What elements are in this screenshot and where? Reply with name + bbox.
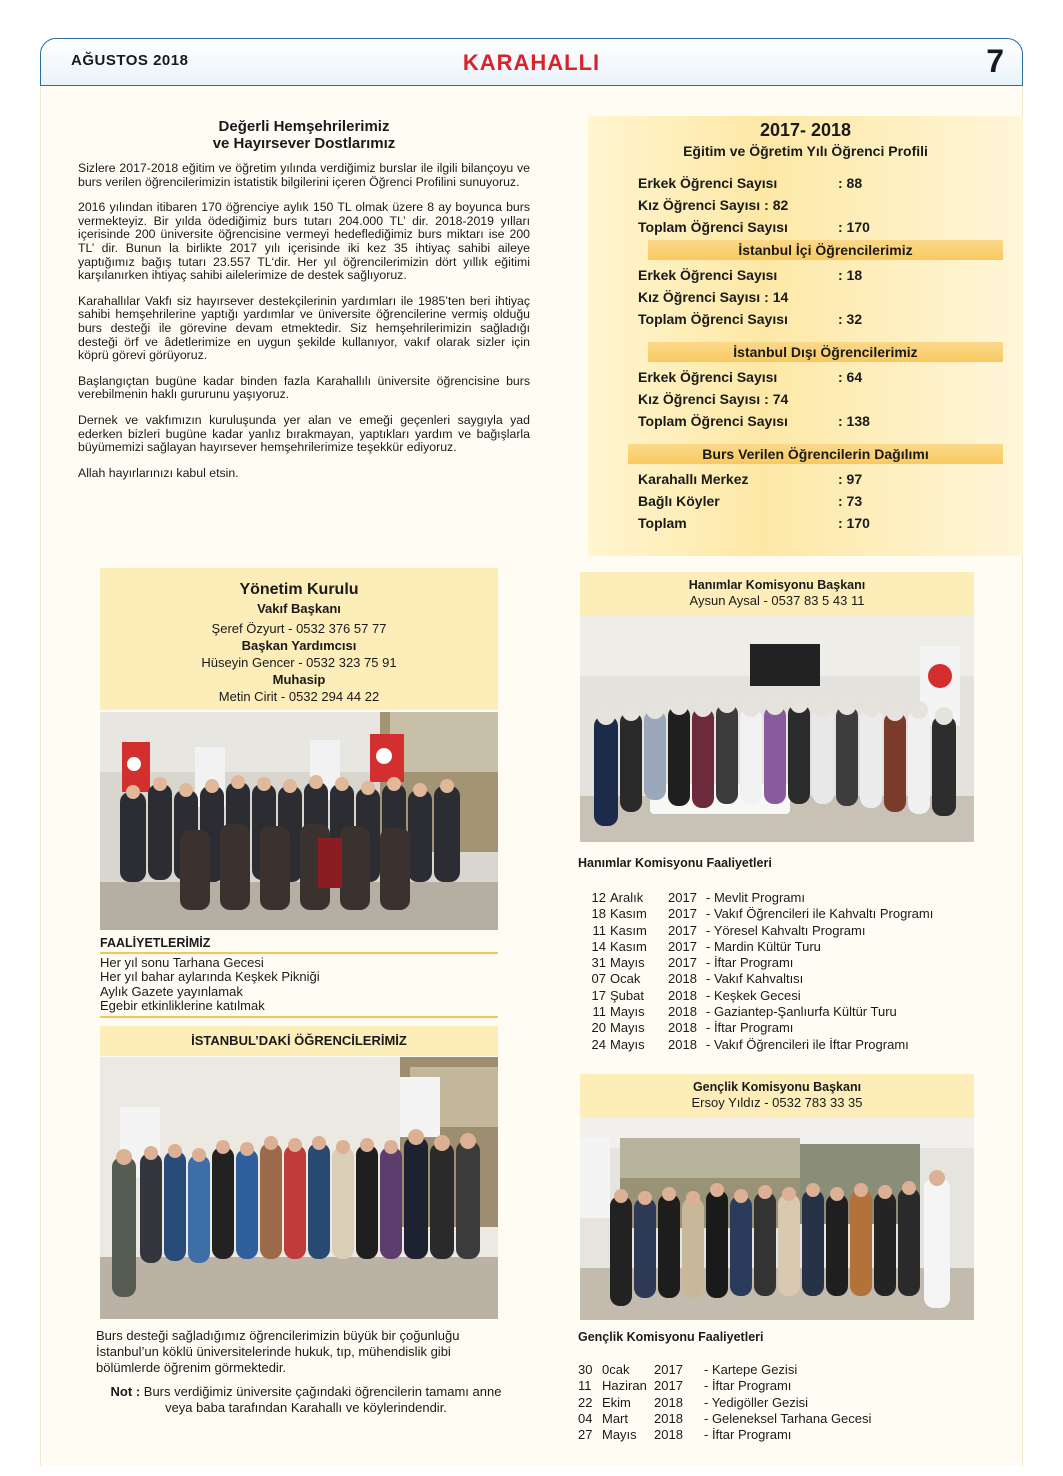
letter-paragraph: Başlangıçtan bugüne kadar binden fazla Karahallılı üniversite öğrencisine burs verebilmenin haklı gururunu yaşıyoruz.	[78, 373, 530, 402]
activities-list	[100, 956, 498, 1018]
letter-paragraph: Dernek ve vakfımızın kuruluşunda yer alan ve emeği geçenleri saygıyla yad ederken bizleri bugüne kadar yanlız bırakmayan, yaptıkları yardım ve bağışlarla büyümemizi sağlayan hayırsever hemşehrilerimize teşekkür ediyoruz.	[78, 412, 530, 455]
stat-row: Toplam Öğrenci Sayısı : 170	[638, 219, 870, 235]
activity-row: 07 Ocak 2018 - Vakıf Kahvaltısı	[591, 971, 804, 987]
board-role: Muhasip	[272, 672, 326, 687]
board-role: Vakıf Başkanı	[257, 601, 341, 616]
istanbul-in-stats	[588, 260, 1023, 342]
istanbul-out-stats	[588, 362, 1023, 444]
stat-row: Toplam Öğrenci Sayısı : 32	[638, 311, 863, 327]
stat-row: Erkek Öğrenci Sayısı : 18	[638, 267, 863, 283]
board-person: Hüseyin Gencer - 0532 323 75 91	[201, 655, 397, 670]
womens-commission-head	[580, 572, 974, 616]
stat-row: Bağlı Köyler : 73	[638, 493, 863, 509]
letter-paragraph: 2016 yılından itibaren 170 öğrenciye aylık 150 TL olmak üzere 8 ay boyunca burs vermekteyiz. Bir yılda ödediğimiz burs tutarı 204.000 TL’ dir. 2018-2019 yılları içerisinde 200 üniversite öğrencisine vermeyi hedeflediğimiz burs miktarı ise 200 TL’ dir. Bunun la birlikte 2017 yılı içerisinde iki kez 35 ihtiyaç sahibi aileye yaptığımız bağış tutarı 23.557 TL‘dir. Her yıl öğrencilerimizin dört yıllık eğitimi karşılanırken ihtiyaç sahibi ailelerimize de destek sağlıyoruz.	[78, 200, 530, 283]
newspaper-title: KARAHALLI	[462, 50, 601, 75]
activity-row: 22 Ekim 2018 - Yedigöller Gezisi	[578, 1394, 809, 1410]
caption-note	[96, 1384, 516, 1416]
istanbul-students-heading: İSTANBUL’DAKİ ÖĞRENCİLERİMİZ	[100, 1026, 498, 1056]
activity-row: 11 Haziran 2017 - İftar Programı	[578, 1378, 792, 1394]
stat-row: Karahallı Merkez : 97	[638, 471, 863, 487]
activity-row: 04 Mart 2018 - Geleneksel Tarhana Gecesi	[578, 1410, 872, 1426]
stat-row: Toplam Öğrenci Sayısı : 138	[638, 413, 870, 429]
activities-section	[100, 936, 498, 1018]
youth-head-title: Gençlik Komisyonu Başkanı	[692, 1080, 862, 1094]
womens-commission-photo	[580, 616, 974, 842]
istanbul-caption	[96, 1328, 516, 1416]
activity-row: 27 Mayıs 2018 - İftar Programı	[578, 1427, 792, 1443]
board-person: Metin Cirit - 0532 294 44 22	[218, 689, 380, 704]
list-item: Egebir etkinliklerine katılmak	[100, 998, 265, 1013]
activity-row: 12 Aralık 2017 - Mevlit Programı	[591, 890, 805, 905]
stat-row: Erkek Öğrenci Sayısı : 64	[638, 369, 863, 385]
womens-activities-title: Hanımlar Komisyonu Faaliyetleri	[578, 856, 772, 870]
board-of-directors-box	[100, 568, 498, 710]
activity-row: 18 Kasım 2017 - Vakıf Öğrencileri ile Kahvaltı Programı	[591, 906, 934, 922]
general-stats	[588, 168, 1023, 240]
activity-row: 17 Şubat 2018 - Keşkek Gecesi	[591, 987, 801, 1003]
note-label: Not :	[110, 1384, 141, 1399]
stat-row: Toplam : 170	[638, 515, 870, 531]
stat-row: Kız Öğrenci Sayısı : 14	[638, 289, 789, 305]
board-group-photo	[100, 712, 498, 930]
youth-activities-title: Gençlik Komisyonu Faaliyetleri	[578, 1330, 764, 1344]
activity-row: 24 Mayıs 2018 - Vakıf Öğrencileri ile İftar Programı	[591, 1036, 909, 1052]
womens-activities-list	[578, 890, 933, 1053]
distribution-heading: Burs Verilen Öğrencilerin Dağılımı	[628, 444, 1003, 464]
istanbul-in-heading: İstanbul İçi Öğrencilerimiz	[648, 240, 1003, 260]
distribution-stats	[588, 464, 1023, 534]
stat-row: Kız Öğrenci Sayısı : 74	[638, 391, 789, 407]
activity-row: 11 Mayıs 2018 - Gaziantep-Şanlıurfa Kültür Turu	[592, 1004, 897, 1020]
board-title: Yönetim Kurulu	[239, 581, 359, 598]
profile-header: 2017- 2018 Eğitim ve Öğretim Yılı Öğrenci Profili	[683, 120, 928, 159]
activity-row: 30 0cak 2017 - Kartepe Gezisi	[578, 1362, 798, 1377]
issue-date: AĞUSTOS 2018	[71, 52, 189, 69]
stat-row: Erkek Öğrenci Sayısı : 88	[638, 175, 863, 191]
list-item: Her yıl sonu Tarhana Gecesi	[100, 954, 264, 970]
letter-title: Değerli Hemşehrilerimiz ve Hayırsever Dostlarımız	[212, 118, 396, 152]
activities-title: FAALİYETLERİMİZ	[100, 936, 498, 954]
letter-paragraph: Sizlere 2017-2018 eğitim ve öğretim yılında verdiğimiz burslar ile ilgili bilançoyu ve burs verilen öğrencilerimizin istatistik bilgilerini içeren Öğrenci Profilini sunuyoruz.	[78, 161, 530, 189]
board-role: Başkan Yardımcısı	[241, 638, 357, 653]
page-header	[40, 38, 1023, 86]
activity-row: 31 Mayıs 2017 - İftar Programı	[591, 955, 794, 971]
letter-paragraph: Allah hayırlarınızı kabul etsin.	[78, 465, 239, 480]
list-item: Her yıl bahar aylarında Keşkek Pikniği	[100, 969, 320, 984]
istanbul-students-photo	[100, 1057, 498, 1319]
womens-head-title: Hanımlar Komisyonu Başkanı	[688, 578, 866, 592]
activity-row: 11 Kasım 2017 - Yöresel Kahvaltı Programı	[592, 922, 866, 938]
letter-article	[78, 118, 530, 492]
letter-paragraph: Karahallılar Vakfı siz hayırsever destekçilerinin yardımları ile 1985’ten beri ihtiyaç sahibi hemşehrilerine yaptığı yardımlar ve üniversite öğrencilerine vermiş olduğu burs desteği ile görevine devam etmektedir. Siz hemşehrilerimizin sağladığı desteği örf ve âdetlerimize en uygun şekilde kullanıyor, vakıf olarak sizler için köprü görevi görüyoruz.	[78, 293, 530, 363]
youth-activities-list	[578, 1362, 871, 1443]
youth-head-person: Ersoy Yıldız - 0532 783 33 35	[691, 1095, 863, 1110]
caption-text: Burs desteği sağladığımız öğrencilerimizin büyük bir çoğunluğu İstanbul’un köklü üniversitelerinde hukuk, tıp, mühendislik gibi bölümlerde öğrenim görmektedir.	[96, 1328, 460, 1375]
page-number: 7	[986, 43, 1004, 79]
activity-row: 20 Mayıs 2018 - İftar Programı	[591, 1020, 794, 1036]
board-person: Şeref Özyurt - 0532 376 57 77	[211, 621, 387, 636]
istanbul-out-heading: İstanbul Dışı Öğrencilerimiz	[648, 342, 1003, 362]
student-profile-box	[588, 116, 1023, 556]
stat-row: Kız Öğrenci Sayısı : 82	[638, 197, 789, 213]
youth-commission-head	[580, 1074, 974, 1118]
note-text: Burs verdiğimiz üniversite çağındaki öğrencilerin tamamı anne veya baba tarafından Karahallı ve köylerindendir.	[140, 1384, 502, 1415]
youth-commission-photo	[580, 1118, 974, 1320]
womens-head-person: Aysun Aysal - 0537 83 5 43 11	[689, 593, 865, 608]
list-item: Aylık Gazete yayınlamak	[100, 983, 243, 999]
activity-row: 14 Kasım 2017 - Mardin Kültür Turu	[591, 938, 821, 954]
